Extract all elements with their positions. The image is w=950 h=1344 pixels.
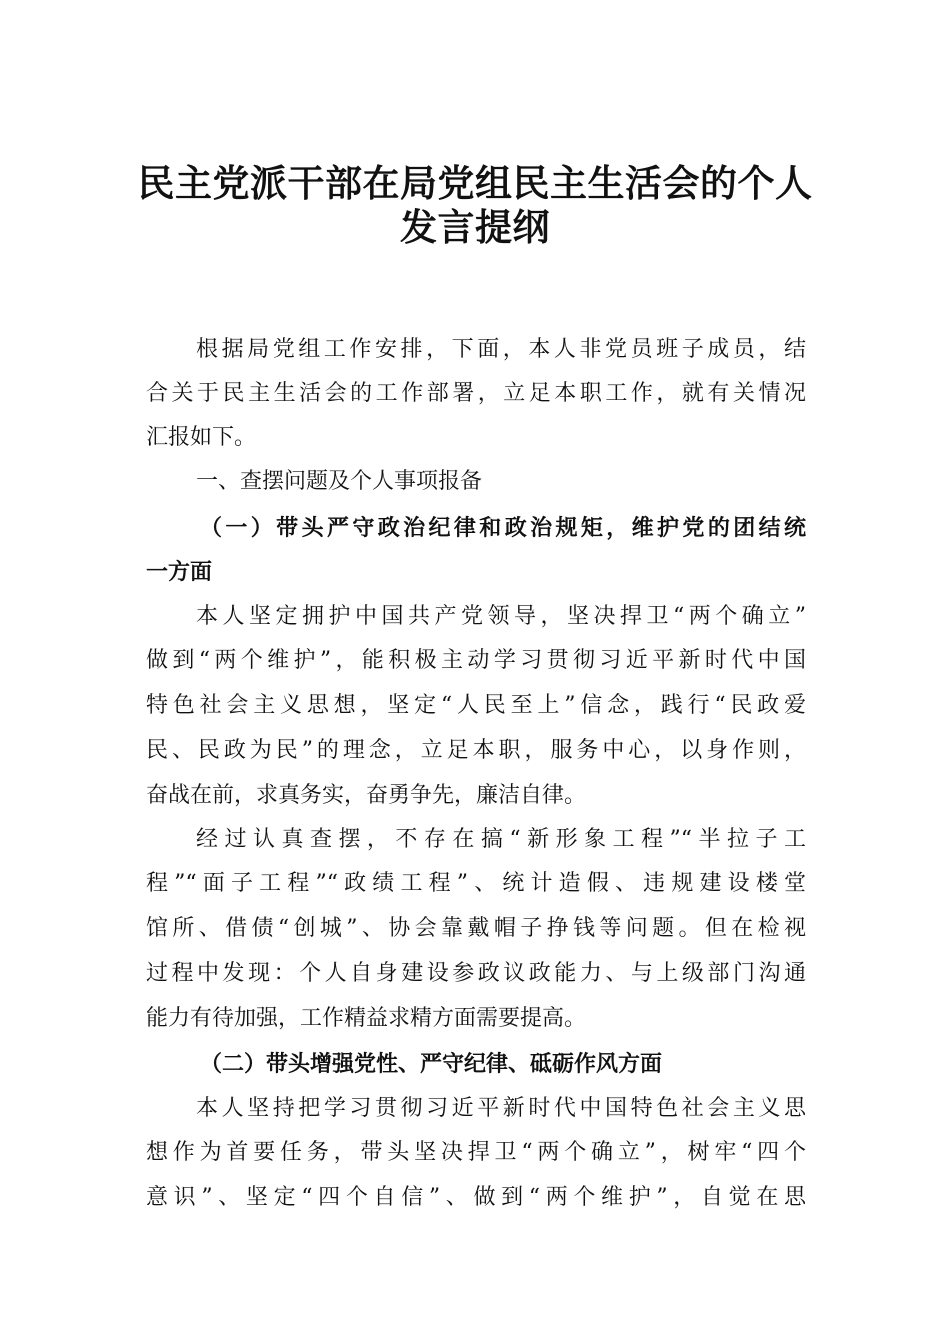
document-title-line-2: 发言提纲 bbox=[400, 205, 550, 249]
paragraph-3-line-3: 馆所、借债“创城”、协会靠戴帽子挣钱等问题。但在检视 bbox=[146, 916, 806, 941]
paragraph-4-line-2: 想作为首要任务，带头坚决捍卫“两个确立”，树牢“四个 bbox=[146, 1140, 806, 1165]
paragraph-2-line-4: 民、民政为民”的理念，立足本职，服务中心，以身作则， bbox=[146, 738, 806, 763]
subheading-1-line-1: （一）带头严守政治纪律和政治规矩，维护党的团结统 bbox=[200, 515, 806, 541]
paragraph-2-line-3: 特色社会主义思想，坚定“人民至上”信念，践行“民政爱 bbox=[146, 693, 806, 718]
paragraph-3-line-5: 能力有待加强，工作精益求精方面需要提高。 bbox=[146, 1006, 587, 1031]
paragraph-1-line-1: 根据局党组工作安排，下面，本人非党员班子成员，结 bbox=[196, 337, 806, 362]
document-title-line-1: 民主党派干部在局党组民主生活会的个人 bbox=[137, 161, 813, 205]
paragraph-1-line-3: 汇报如下。 bbox=[146, 425, 257, 450]
paragraph-3-line-2: 程”“面子工程”“政绩工程”、统计造假、违规建设楼堂 bbox=[146, 871, 806, 896]
paragraph-4-line-3: 意识”、坚定“四个自信”、做到“两个维护”，自觉在思 bbox=[146, 1185, 806, 1210]
paragraph-2-line-2: 做到“两个维护”，能积极主动学习贯彻习近平新时代中国 bbox=[146, 648, 806, 673]
paragraph-1-line-2: 合关于民主生活会的工作部署，立足本职工作，就有关情况 bbox=[146, 381, 806, 406]
subheading-2: （二）带头增强党性、严守纪律、砥砺作风方面 bbox=[200, 1051, 663, 1077]
paragraph-4-line-1: 本人坚持把学习贯彻习近平新时代中国特色社会主义思 bbox=[196, 1096, 806, 1121]
section-heading-1: 一、查摆问题及个人事项报备 bbox=[196, 469, 483, 494]
paragraph-2-line-5: 奋战在前，求真务实，奋勇争先，廉洁自律。 bbox=[146, 783, 587, 808]
paragraph-3-line-4: 过程中发现：个人自身建设参政议政能力、与上级部门沟通 bbox=[146, 961, 806, 986]
paragraph-3-line-1: 经过认真查摆，不存在搞“新形象工程”“半拉子工 bbox=[196, 827, 806, 852]
paragraph-2-line-1: 本人坚定拥护中国共产党领导，坚决捍卫“两个确立” bbox=[196, 604, 806, 629]
subheading-1-line-2: 一方面 bbox=[146, 559, 213, 585]
